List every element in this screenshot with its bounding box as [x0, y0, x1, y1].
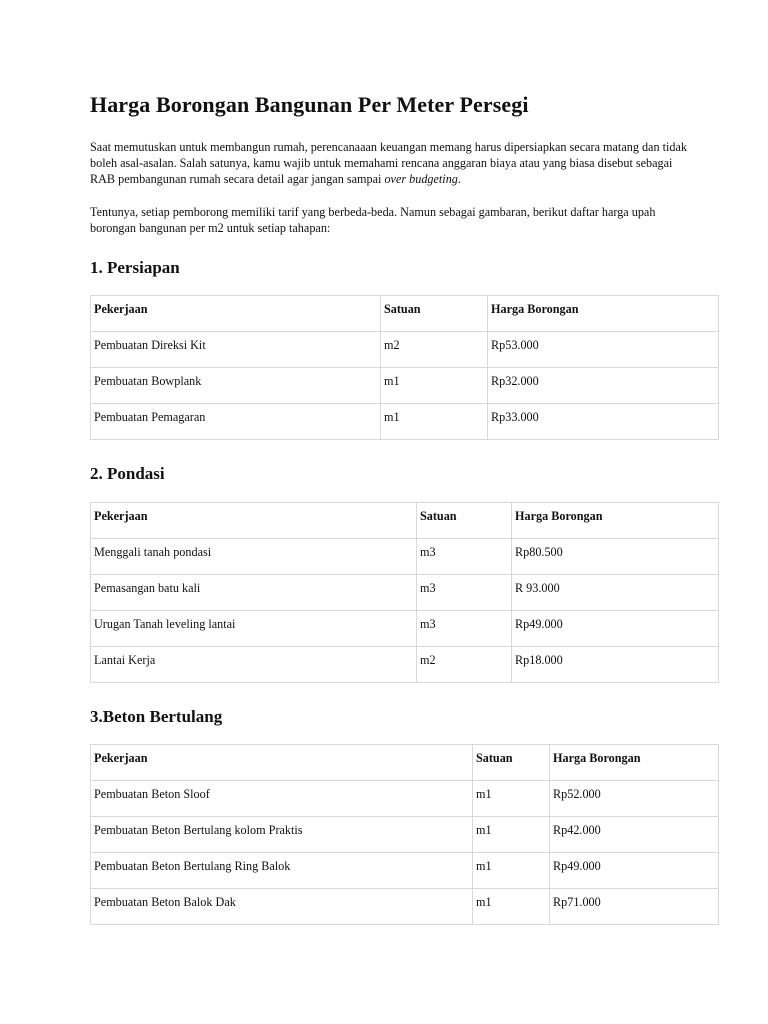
cell-pekerjaan: Pembuatan Beton Balok Dak — [91, 889, 473, 925]
intro-paragraph-1 — [90, 139, 690, 188]
table-row — [91, 575, 719, 611]
table-row — [91, 404, 719, 440]
table-header-row — [91, 296, 719, 332]
section-heading-beton-bertulang: 3.Beton Bertulang — [90, 707, 223, 726]
cell-harga: Rp32.000 — [488, 368, 719, 404]
cell-harga: Rp49.000 — [512, 611, 719, 647]
col-header-harga: Harga Borongan — [550, 745, 719, 781]
table-row — [91, 781, 719, 817]
cell-satuan: m2 — [417, 647, 512, 683]
table-row — [91, 817, 719, 853]
cell-pekerjaan: Pembuatan Beton Sloof — [91, 781, 473, 817]
cell-pekerjaan: Lantai Kerja — [91, 647, 417, 683]
cell-harga: Rp18.000 — [512, 647, 719, 683]
cell-harga: Rp53.000 — [488, 332, 719, 368]
cell-pekerjaan: Urugan Tanah leveling lantai — [91, 611, 417, 647]
cell-harga: Rp71.000 — [550, 889, 719, 925]
page-title: Harga Borongan Bangunan Per Meter Persegi — [90, 92, 529, 117]
cell-harga: Rp52.000 — [550, 781, 719, 817]
section-heading-pondasi: 2. Pondasi — [90, 464, 165, 483]
col-header-pekerjaan: Pekerjaan — [91, 503, 417, 539]
cell-satuan: m1 — [381, 368, 488, 404]
col-header-harga: Harga Borongan — [488, 296, 719, 332]
intro-period: . — [457, 172, 461, 187]
table-row — [91, 853, 719, 889]
col-header-satuan: Satuan — [473, 745, 550, 781]
intro-italic-term: over budgeting — [384, 172, 458, 187]
cell-pekerjaan: Pembuatan Beton Bertulang Ring Balok — [91, 853, 473, 889]
table-row — [91, 647, 719, 683]
cell-pekerjaan: Pembuatan Direksi Kit — [91, 332, 381, 368]
cell-pekerjaan: Pembuatan Bowplank — [91, 368, 381, 404]
table-pondasi — [90, 502, 719, 683]
cell-harga: Rp49.000 — [550, 853, 719, 889]
intro-paragraph-2: Tentunya, setiap pemborong memiliki tarif yang berbeda-beda. Namun sebagai gambaran, berikut daftar harga upah borongan bangunan per m2 untuk setiap tahapan: — [90, 205, 656, 236]
cell-pekerjaan: Pemasangan batu kali — [91, 575, 417, 611]
col-header-satuan: Satuan — [381, 296, 488, 332]
table-header-row — [91, 745, 719, 781]
col-header-satuan: Satuan — [417, 503, 512, 539]
cell-satuan: m3 — [417, 575, 512, 611]
cell-harga: Rp33.000 — [488, 404, 719, 440]
col-header-harga: Harga Borongan — [512, 503, 719, 539]
cell-harga: Rp42.000 — [550, 817, 719, 853]
cell-satuan: m1 — [473, 889, 550, 925]
cell-satuan: m1 — [473, 781, 550, 817]
table-row — [91, 332, 719, 368]
table-beton-bertulang — [90, 744, 719, 925]
cell-satuan: m1 — [473, 817, 550, 853]
col-header-pekerjaan: Pekerjaan — [91, 745, 473, 781]
cell-satuan: m2 — [381, 332, 488, 368]
section-heading-persiapan: 1. Persiapan — [90, 258, 180, 277]
table-header-row — [91, 503, 719, 539]
intro-text: Saat memutuskan untuk membangun rumah, perencanaaan keuangan memang harus dipersiapkan secara matang dan tidak boleh asal-asalan. Salah satunya, kamu wajib untuk memahami rencana anggaran biaya atau yang biasa disebut sebagai RAB pembangunan rumah secara detail agar jangan sampai — [90, 140, 687, 187]
col-header-pekerjaan: Pekerjaan — [91, 296, 381, 332]
table-row — [91, 539, 719, 575]
cell-satuan: m3 — [417, 539, 512, 575]
table-row — [91, 368, 719, 404]
cell-pekerjaan: Pembuatan Pemagaran — [91, 404, 381, 440]
cell-satuan: m3 — [417, 611, 512, 647]
table-row — [91, 611, 719, 647]
cell-satuan: m1 — [473, 853, 550, 889]
table-row — [91, 889, 719, 925]
cell-satuan: m1 — [381, 404, 488, 440]
cell-pekerjaan: Menggali tanah pondasi — [91, 539, 417, 575]
cell-harga: Rp80.500 — [512, 539, 719, 575]
table-persiapan — [90, 295, 719, 440]
cell-harga: R 93.000 — [512, 575, 719, 611]
cell-pekerjaan: Pembuatan Beton Bertulang kolom Praktis — [91, 817, 473, 853]
